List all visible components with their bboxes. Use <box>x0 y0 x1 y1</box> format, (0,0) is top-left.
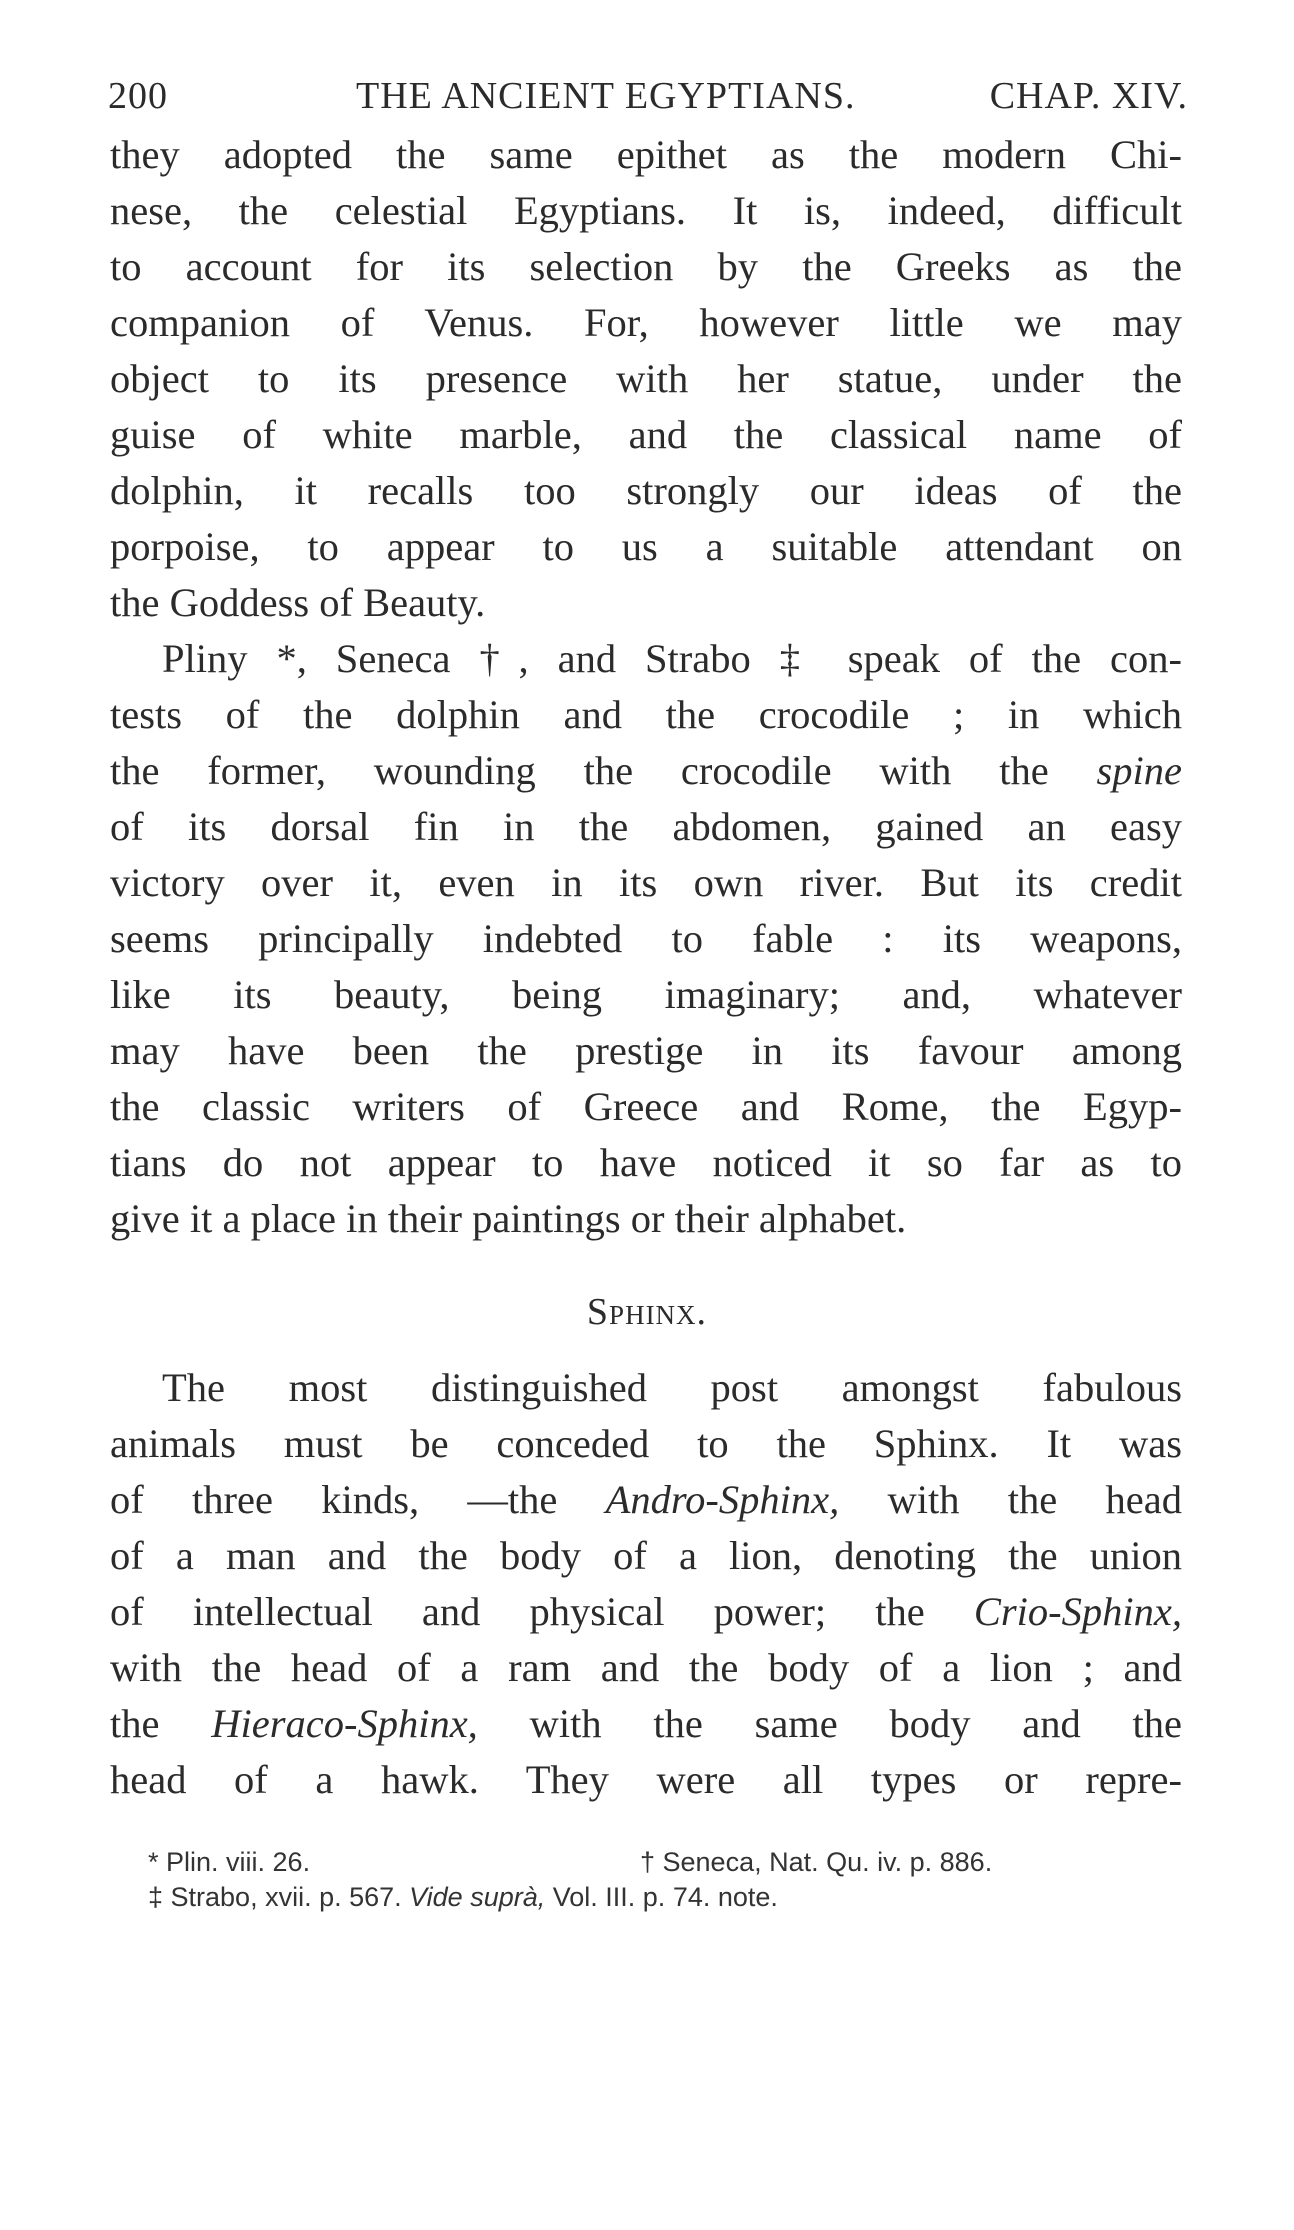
text-run: of intellectual and physical power; the <box>110 1589 974 1634</box>
text-line: tests of the dolphin and the crocodile ; in which <box>110 692 1182 737</box>
footnote-3 <box>148 1880 778 1914</box>
italic-term: Hieraco-Sphinx, <box>211 1701 478 1746</box>
text-line <box>110 1472 1182 1528</box>
text-line: like its beauty, being imaginary; and, whatever <box>110 972 1182 1017</box>
text-line: give it a place in their paintings or their alphabet. <box>110 1196 907 1241</box>
text-line: animals must be conceded to the Sphinx. It was <box>110 1421 1182 1466</box>
text-line: tians do not appear to have noticed it so far as to <box>110 1140 1182 1185</box>
text-line: guise of white marble, and the classical name of <box>110 412 1182 457</box>
text-line: nese, the celestial Egyptians. It is, indeed, difficult <box>110 188 1182 233</box>
italic-term: Crio-Sphinx, <box>973 1589 1182 1634</box>
text-line <box>110 1584 1182 1640</box>
text-line: the classic writers of Greece and Rome, the Egyp- <box>110 1084 1182 1129</box>
footnote-text: ‡ Strabo, xvii. p. 567. <box>148 1882 410 1912</box>
text-run: of three kinds, —the <box>110 1477 606 1522</box>
text-line: Pliny *, Seneca †, and Strabo ‡ speak of the con- <box>162 636 1182 681</box>
text-run: with the same body and the <box>477 1701 1183 1746</box>
page-number: 200 <box>108 75 168 117</box>
text-line: The most distinguished post amongst fabulous <box>162 1365 1182 1410</box>
text-run: with the head <box>839 1477 1183 1522</box>
italic-term: Vide suprà, <box>409 1882 546 1912</box>
italic-term: Andro-Sphinx, <box>605 1477 840 1522</box>
text-line: to account for its selection by the Greeks as the <box>110 244 1182 289</box>
running-head <box>108 74 1188 124</box>
text-line <box>110 743 1182 799</box>
text-line: of its dorsal fin in the abdomen, gained an easy <box>110 804 1182 849</box>
section-heading: Sphinx. <box>586 1291 708 1333</box>
text-line: porpoise, to appear to us a suitable attendant on <box>110 524 1182 569</box>
text-line: they adopted the same epithet as the modern Chi- <box>110 132 1182 177</box>
text-run: the former, wounding the crocodile with the <box>110 748 1097 793</box>
chapter-label: CHAP. XIV. <box>989 75 1188 117</box>
footnote-2: † Seneca, Nat. Qu. iv. p. 886. <box>640 1847 993 1877</box>
text-line: head of a hawk. They were all types or repre- <box>110 1757 1182 1802</box>
text-line: with the head of a ram and the body of a lion ; and <box>110 1645 1182 1690</box>
text-line: of a man and the body of a lion, denoting the union <box>110 1533 1182 1578</box>
text-line: victory over it, even in its own river. But its credit <box>110 860 1182 905</box>
text-run: the <box>110 1701 212 1746</box>
book-title: THE ANCIENT EGYPTIANS. <box>356 75 856 117</box>
text-line: dolphin, it recalls too strongly our ideas of the <box>110 468 1182 513</box>
text-line <box>110 1696 1182 1752</box>
footnote-text: Vol. III. p. 74. note. <box>545 1882 778 1912</box>
text-line: object to its presence with her statue, under the <box>110 356 1182 401</box>
footnote-1: * Plin. viii. 26. <box>148 1847 311 1877</box>
text-line: companion of Venus. For, however little we may <box>110 300 1182 345</box>
italic-term: spine <box>1096 748 1182 793</box>
text-line: seems principally indebted to fable : its weapons, <box>110 916 1182 961</box>
text-line: the Goddess of Beauty. <box>110 580 486 625</box>
text-line: may have been the prestige in its favour among <box>110 1028 1182 1073</box>
